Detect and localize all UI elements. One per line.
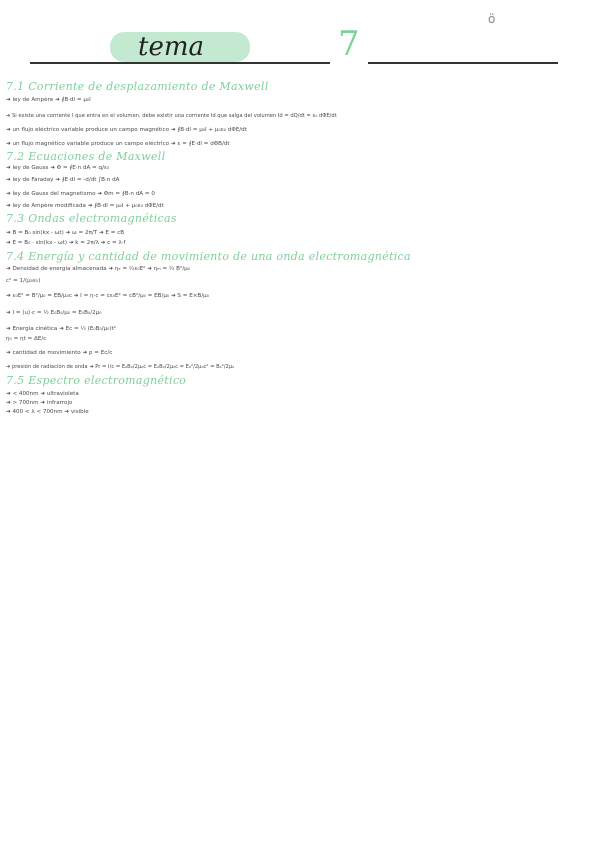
- title-number: 7: [338, 24, 360, 64]
- note-line: ➜ ley de Gauss del magnetismo ➜ Φm = ∮B·n dA = 0: [6, 191, 155, 197]
- section-heading-7-3: 7.3 Ondas electromagnéticas: [6, 212, 177, 225]
- note-line: ➜ 400 < λ < 700nm ➜ visible: [6, 409, 89, 415]
- note-line: ➜ < 400nm ➜ ultravioleta: [6, 391, 79, 397]
- note-line: c² = 1/(μ₀ε₀): [6, 278, 41, 284]
- title-word: tema: [138, 32, 204, 62]
- note-line: ➜ ley de Faraday ➜ ∮E·dl = -d/dt ∫B·n dA: [6, 177, 120, 183]
- note-line: ➜ ε₀E² = B²/μ₀ = EB/μ₀c ➜ I = η·c = cε₀E² = cB²/μ₀ = EB/μ₀ ➜ S = E×B/μ₀: [6, 293, 209, 299]
- note-line: η₀ = ηt = ΔE/c: [6, 336, 47, 342]
- note-line: ➜ > 700nm ➜ infrarrojo: [6, 400, 73, 406]
- note-line: ➜ Energía cinética ➜ Ec = ½ (E₀B₀/μ₀)t²: [6, 326, 117, 332]
- title-rule-right: [368, 62, 558, 64]
- note-line: ➜ un flujo eléctrico variable produce un campo magnético ➜ ∮B·dl = μ₀I + μ₀ε₀ dΦE/dt: [6, 127, 247, 133]
- section-heading-7-5: 7.5 Espectro electromagnético: [6, 374, 187, 387]
- note-line: ➜ ley de Gauss ➜ Φ = ∮E·n dA = q/ε₀: [6, 165, 110, 171]
- note-line: ➜ E = B₀ · sin(kx - ωt) ➜ k = 2π/λ ➜ c = λ·f: [6, 240, 126, 246]
- corner-doodle: ö: [488, 12, 496, 26]
- note-line: ➜ un flujo magnético variable produce un campo eléctrico ➜ ε = ∮E·dl = dΦB/dt: [6, 141, 230, 147]
- section-heading-7-4: 7.4 Energía y cantidad de movimiento de una onda electromagnética: [6, 250, 411, 263]
- note-line: ➜ cantidad de movimiento ➜ p = Ec/c: [6, 350, 113, 356]
- note-line: ➜ I = ⟨u⟩·c = ½ E₀B₀/μ₀ = E₀B₀/2μ₀: [6, 310, 102, 316]
- note-line: ➜ Densidad de energía almacenada ➜ ηₑ = ½ε₀E² ➜ ηₘ = ½ B²/μ₀: [6, 266, 190, 272]
- note-line: ➜ presión de radiación de onda ➜ Pr = I/c = E₀B₀/2μ₀c = E₀B₀/2μ₀c = E₀²/2μ₀c² = B₀²/2μ₀: [6, 364, 235, 370]
- title-banner: [0, 12, 600, 78]
- note-line: ➜ ley de Ampère modificada ➜ ∮B·dl = μ₀I + μ₀ε₀ dΦE/dt: [6, 203, 164, 209]
- title-rule-left: [30, 62, 330, 64]
- note-line: ➜ Si existe una corriente I que entra en el volumen, debe existir una corriente Id que salga del volumen Id = dQ/dt = ε₀ dΦE/dt: [6, 113, 337, 119]
- section-heading-7-1: 7.1 Corriente de desplazamiento de Maxwell: [6, 80, 269, 93]
- note-line: ➜ ley de Ampère ➜ ∮B·dl = μ₀I: [6, 97, 91, 103]
- note-line: ➜ B = B₀ sin(kx - ωt) ➜ ω = 2π/T ➜ E = cB: [6, 230, 125, 236]
- section-heading-7-2: 7.2 Ecuaciones de Maxwell: [6, 150, 166, 163]
